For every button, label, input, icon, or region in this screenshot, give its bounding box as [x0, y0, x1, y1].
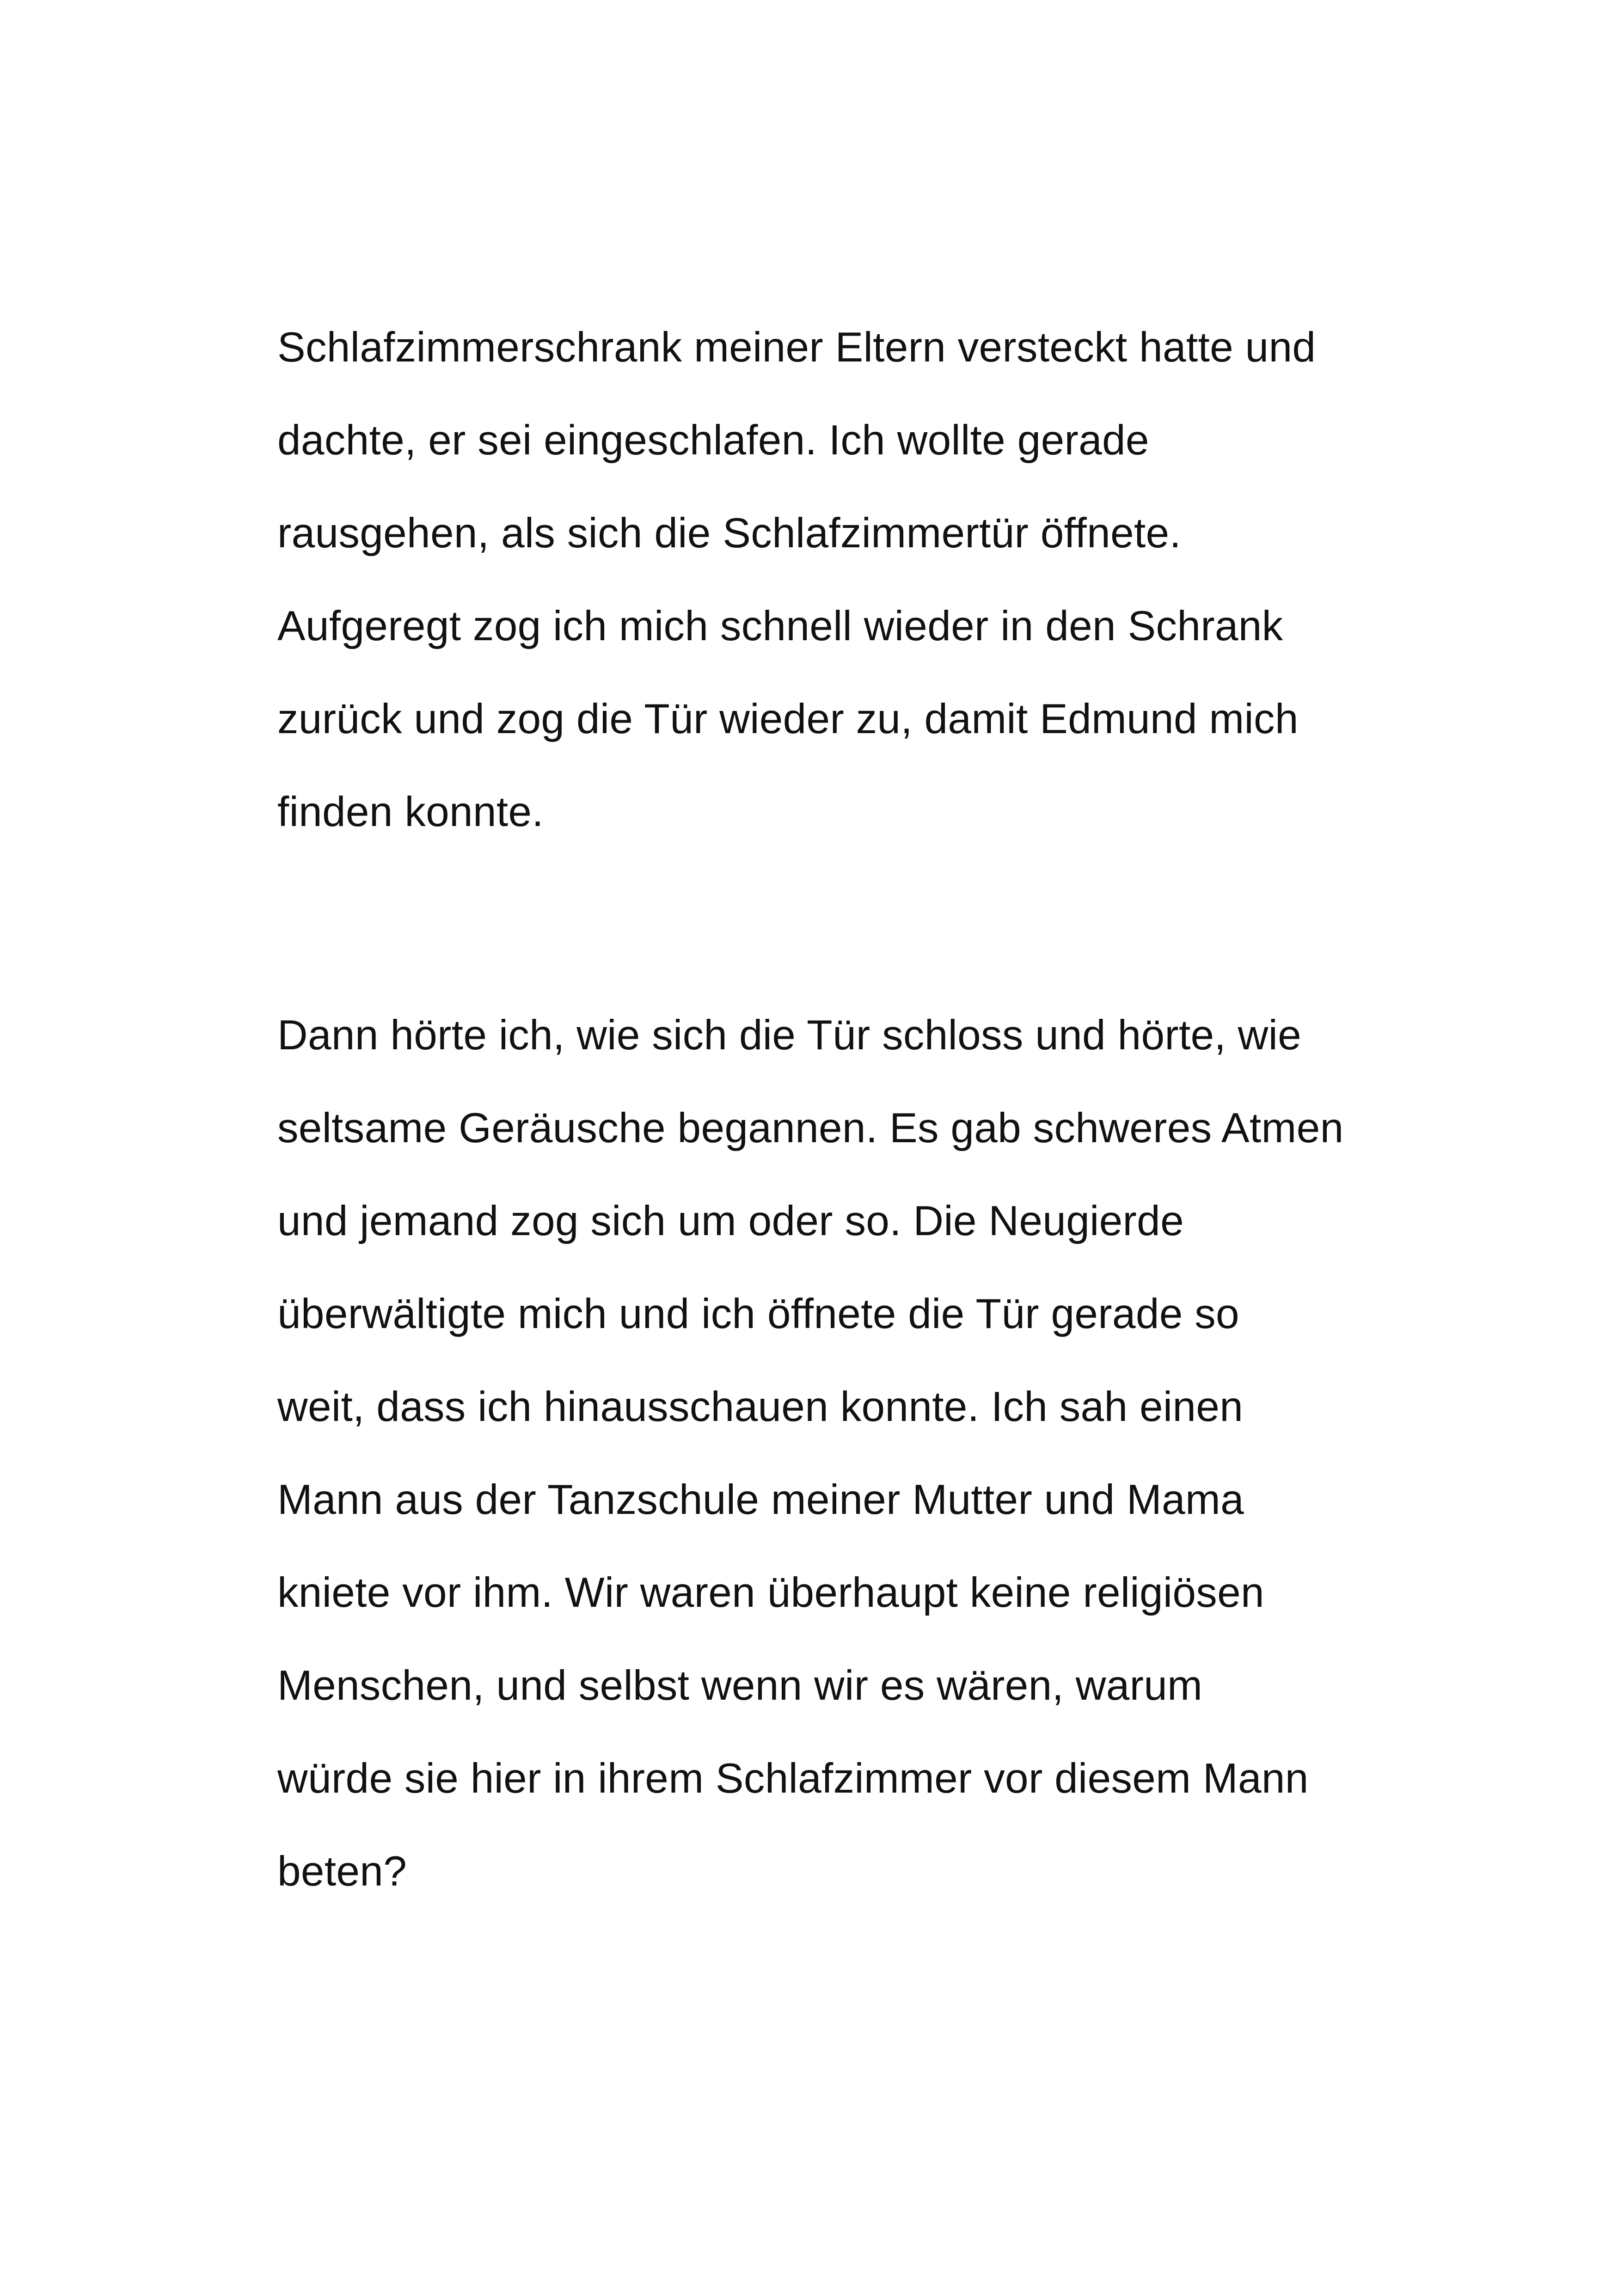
paragraph-1	[277, 315, 1410, 873]
text-line: rausgehen, als sich die Schlafzimmertür öffnete.	[277, 510, 1182, 557]
text-line: würde sie hier in ihrem Schlafzimmer vor diesem Mann	[277, 1755, 1309, 1802]
text-line: und jemand zog sich um oder so. Die Neugierde	[277, 1198, 1184, 1244]
text-line: weit, dass ich hinausschauen konnte. Ich sah einen	[277, 1384, 1244, 1430]
text-line: Dann hörte ich, wie sich die Tür schloss und hörte, wie	[277, 1012, 1302, 1059]
text-line: beten?	[277, 1848, 407, 1895]
text-line: Mann aus der Tanzschule meiner Mutter und Mama	[277, 1476, 1244, 1523]
text-line: kniete vor ihm. Wir waren überhaupt keine religiösen	[277, 1569, 1264, 1616]
text-line: finden konnte.	[277, 789, 544, 835]
text-line: seltsame Geräusche begannen. Es gab schweres Atmen	[277, 1105, 1344, 1151]
text-line: Menschen, und selbst wenn wir es wären, warum	[277, 1662, 1203, 1709]
text-line: dachte, er sei eingeschlafen. Ich wollte gerade	[277, 417, 1149, 464]
text-line: Aufgeregt zog ich mich schnell wieder in den Schrank	[277, 603, 1283, 649]
text-line: überwältigte mich und ich öffnete die Tür gerade so	[277, 1291, 1239, 1337]
paragraph-2	[277, 1003, 1410, 1932]
text-line: Schlafzimmerschrank meiner Eltern versteckt hatte und	[277, 324, 1316, 371]
text-line: zurück und zog die Tür wieder zu, damit Edmund mich	[277, 696, 1299, 742]
